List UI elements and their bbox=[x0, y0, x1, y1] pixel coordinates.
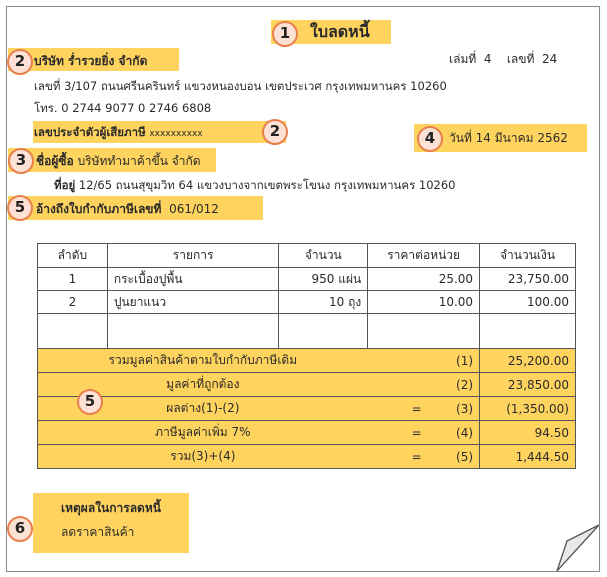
header-unit-price: ราคาต่อหน่วย bbox=[368, 244, 480, 268]
number-value: 24 bbox=[542, 52, 558, 66]
row-qty: 10 ถุง bbox=[279, 291, 368, 314]
summary-eq: = bbox=[411, 449, 422, 464]
summary-index-no: (4) bbox=[456, 425, 474, 440]
marker-2-badge: 2 bbox=[7, 49, 33, 75]
book-label: เล่มที่ bbox=[449, 52, 477, 66]
page-curl-icon bbox=[549, 523, 599, 571]
summary-index bbox=[368, 445, 480, 469]
reference-label: อ้างถึงใบกำกับภาษีเลขที่ bbox=[36, 202, 162, 216]
book-number bbox=[449, 51, 557, 67]
reason-label: เหตุผลในการลดหนี้ bbox=[61, 501, 161, 515]
seller-name: บริษัท ร่ำรวยยิ่ง จำกัด bbox=[34, 54, 148, 68]
header-amount: จำนวนเงิน bbox=[480, 244, 576, 268]
summary-index bbox=[368, 421, 480, 445]
marker-1-badge: 1 bbox=[272, 21, 298, 47]
row-unit-price: 10.00 bbox=[368, 291, 480, 314]
summary-label: มูลค่าที่ถูกต้อง bbox=[38, 373, 368, 397]
marker-4-badge: 4 bbox=[417, 126, 443, 152]
buyer-address-line bbox=[54, 177, 456, 193]
summary-amount: 25,200.00 bbox=[480, 349, 576, 373]
buyer-address: 12/65 ถนนสุขุมวิท 64 แขวงบางจากเขตพระโขนง กรุงเทพมหานคร 10260 bbox=[78, 178, 456, 192]
row-no: 2 bbox=[38, 291, 108, 314]
summary-label: ภาษีมูลค่าเพิ่ม 7% bbox=[38, 421, 368, 445]
reference-line bbox=[36, 201, 219, 217]
summary-index-no: (5) bbox=[456, 449, 474, 464]
buyer-name: บริษัททำมาค้าขึ้น จำกัด bbox=[77, 154, 201, 168]
summary-amount: 1,444.50 bbox=[480, 445, 576, 469]
table-row bbox=[38, 268, 576, 291]
book-value: 4 bbox=[483, 52, 492, 66]
summary-row bbox=[38, 421, 576, 445]
table-row bbox=[38, 291, 576, 314]
seller-address: เลขที่ 3/107 ถนนศรีนครินทร์ แขวงหนองบอน เขตประเวศ กรุงเทพมหานคร 10260 bbox=[34, 79, 447, 93]
summary-amount: 23,850.00 bbox=[480, 373, 576, 397]
row-item: กระเบื้องปูพื้น bbox=[107, 268, 279, 291]
summary-row bbox=[38, 397, 576, 421]
summary-eq: = bbox=[411, 401, 422, 416]
seller-phone: โทร. 0 2744 9077 0 2746 6808 bbox=[34, 101, 212, 115]
summary-row bbox=[38, 445, 576, 469]
marker-5b-badge: 5 bbox=[77, 389, 103, 415]
header-no: ลำดับ bbox=[38, 244, 108, 268]
date-text: วันที่ 14 มีนาคม 2562 bbox=[449, 131, 568, 145]
marker-2b-badge: 2 bbox=[262, 119, 288, 145]
marker-3-badge: 3 bbox=[8, 148, 34, 174]
row-unit-price: 25.00 bbox=[368, 268, 480, 291]
summary-eq: = bbox=[411, 425, 422, 440]
summary-index-no: (3) bbox=[456, 401, 474, 416]
summary-amount: 94.50 bbox=[480, 421, 576, 445]
number-label: เลขที่ bbox=[506, 52, 535, 66]
row-item: ปูนยาแนว bbox=[107, 291, 279, 314]
marker-6-badge: 6 bbox=[7, 516, 33, 542]
header-item: รายการ bbox=[107, 244, 279, 268]
row-amount: 100.00 bbox=[480, 291, 576, 314]
summary-label: ผลต่าง(1)-(2) bbox=[38, 397, 368, 421]
summary-label: รวม(3)+(4) bbox=[38, 445, 368, 469]
tax-id-value: xxxxxxxxxx bbox=[149, 129, 203, 139]
summary-amount: (1,350.00) bbox=[480, 397, 576, 421]
tax-id-line bbox=[34, 124, 203, 142]
reason-value: ลดราคาสินค้า bbox=[61, 525, 135, 539]
buyer-name-label: ชื่อผู้ซื้อ bbox=[36, 154, 74, 168]
marker-5-badge: 5 bbox=[7, 195, 33, 221]
summary-index bbox=[368, 397, 480, 421]
summary-row bbox=[38, 373, 576, 397]
row-qty: 950 แผ่น bbox=[279, 268, 368, 291]
summary-row bbox=[38, 349, 576, 373]
row-amount: 23,750.00 bbox=[480, 268, 576, 291]
table-row-empty bbox=[38, 314, 576, 349]
summary-index: (1) bbox=[368, 349, 480, 373]
table-header-row bbox=[38, 244, 576, 268]
document-title: ใบลดหนี้ bbox=[310, 22, 370, 41]
tax-id-label: เลขประจำตัวผู้เสียภาษี bbox=[34, 125, 146, 139]
summary-label: รวมมูลค่าสินค้าตามใบกำกับภาษีเดิม bbox=[38, 349, 368, 373]
buyer-name-line bbox=[36, 153, 201, 169]
items-table bbox=[37, 243, 576, 469]
row-no: 1 bbox=[38, 268, 108, 291]
summary-index: (2) bbox=[368, 373, 480, 397]
buyer-address-label: ที่อยู่ bbox=[54, 178, 76, 192]
reference-value: 061/012 bbox=[169, 202, 219, 216]
header-qty: จำนวน bbox=[279, 244, 368, 268]
